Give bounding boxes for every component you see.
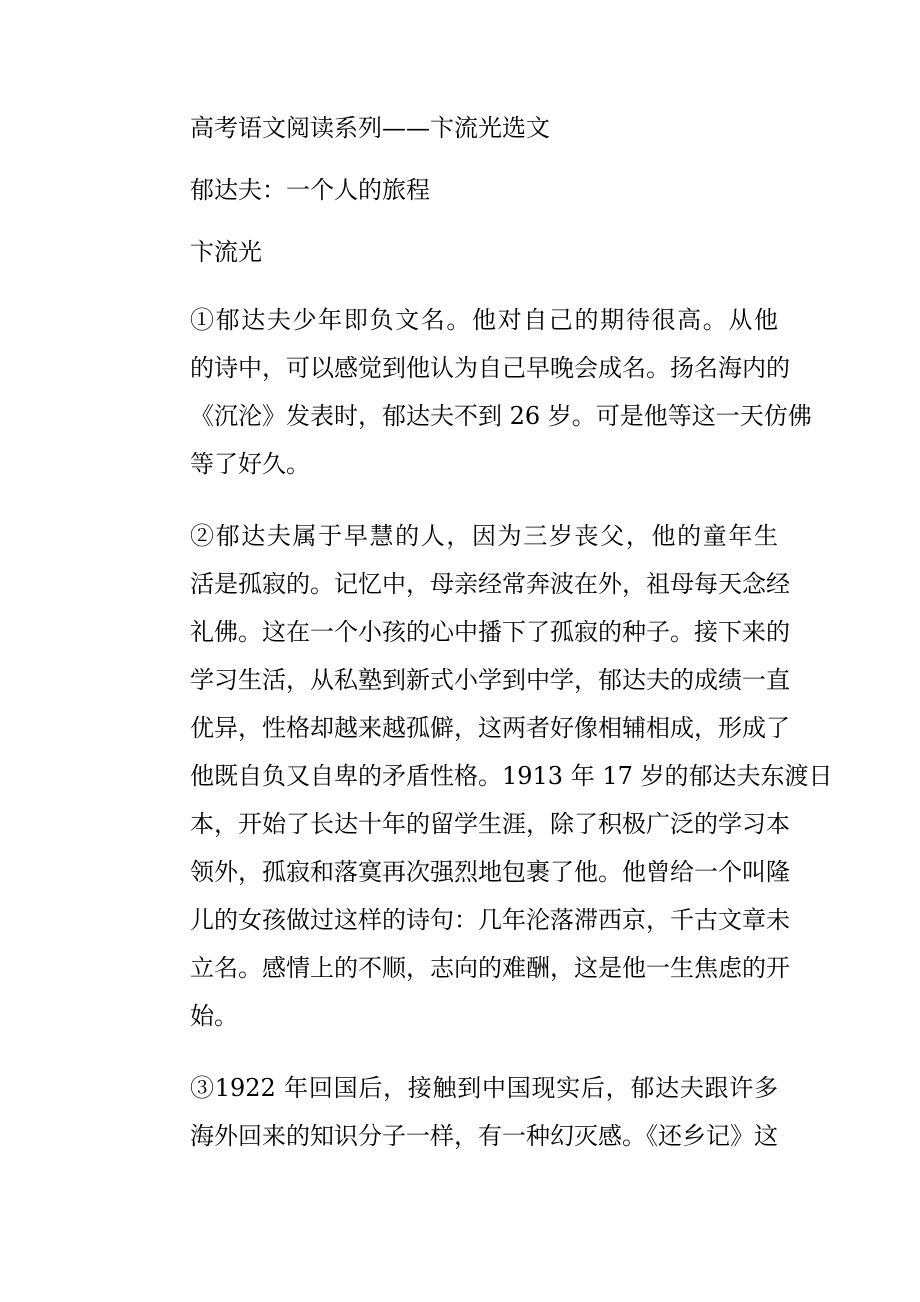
paragraph-line: 海外回来的知识分子一样，有一种幻灭感。《还乡记》这 bbox=[190, 1122, 778, 1150]
paragraph-line: 等了好久。 bbox=[190, 450, 310, 478]
paragraph-line: 儿的女孩做过这样的诗句：几年沦落滞西京，千古文章未 bbox=[190, 906, 790, 934]
article-title: 郁达夫：一个人的旅程 bbox=[190, 176, 430, 204]
document-page bbox=[142, 112, 833, 1184]
paragraph-line: 优异，性格却越来越孤僻，这两者好像相辅相成，形成了 bbox=[190, 714, 790, 742]
paragraph-line: ①郁达夫少年即负文名。他对自己的期待很高。从他 bbox=[190, 306, 778, 334]
paragraph-line: 始。 bbox=[190, 1002, 238, 1030]
paragraph-line: 的诗中，可以感觉到他认为自己早晚会成名。扬名海内的 bbox=[190, 354, 790, 382]
paragraph-1 bbox=[142, 296, 812, 488]
author-name: 卞流光 bbox=[190, 238, 262, 266]
paragraph-line: 本，开始了长达十年的留学生涯，除了积极广泛的学习本 bbox=[190, 810, 790, 838]
paragraph-line: 他既自负又自卑的矛盾性格。1913 年 17 岁的郁达夫东渡日 bbox=[190, 762, 833, 790]
paragraph-line: ③1922 年回国后，接触到中国现实后，郁达夫跟许多 bbox=[190, 1074, 778, 1102]
paragraph-line: 领外，孤寂和落寞再次强烈地包裹了他。他曾给一个叫隆 bbox=[190, 858, 790, 886]
series-title: 高考语文阅读系列——卞流光选文 bbox=[190, 114, 550, 142]
paragraph-line: 学习生活，从私塾到新式小学到中学，郁达夫的成绩一直 bbox=[190, 666, 790, 694]
paragraph-line: 立名。感情上的不顺，志向的难酬，这是他一生焦虑的开 bbox=[190, 954, 790, 982]
paragraph-3 bbox=[142, 1064, 778, 1160]
paragraph-line: ②郁达夫属于早慧的人，因为三岁丧父，他的童年生 bbox=[190, 522, 778, 550]
paragraph-2 bbox=[142, 512, 833, 1040]
paragraph-line: 《沉沦》发表时，郁达夫不到 26 岁。可是他等这一天仿佛 bbox=[190, 402, 812, 430]
paragraph-line: 礼佛。这在一个小孩的心中播下了孤寂的种子。接下来的 bbox=[190, 618, 790, 646]
paragraph-line: 活是孤寂的。记忆中，母亲经常奔波在外，祖母每天念经 bbox=[190, 570, 790, 598]
